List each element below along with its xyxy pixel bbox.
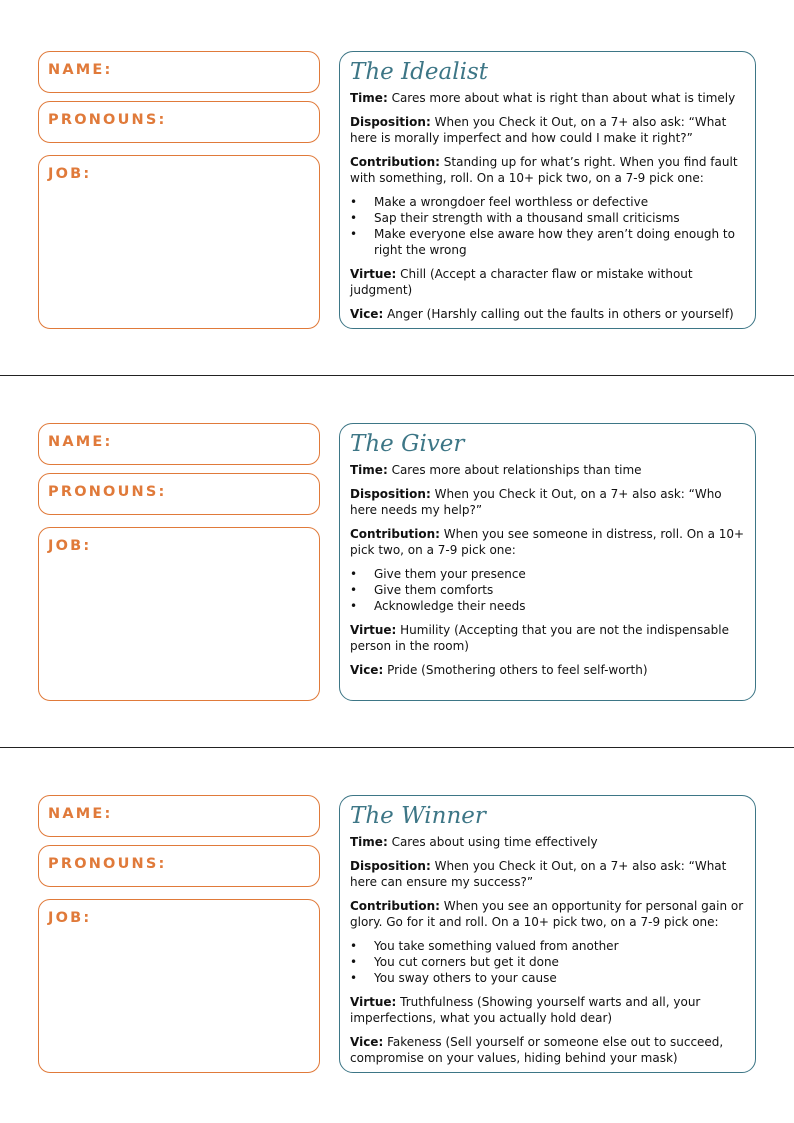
pronouns-field[interactable] bbox=[38, 101, 320, 143]
disposition-text: When you Check it Out, on a 7+ also ask: “Who here needs my help?” bbox=[350, 487, 722, 517]
character-sheet-giver bbox=[0, 372, 794, 744]
option-item bbox=[350, 938, 745, 954]
virtue-text: Humility (Accepting that you are not the indispensable person in the room) bbox=[350, 623, 729, 653]
virtue-entry bbox=[350, 994, 745, 1026]
option-item bbox=[350, 582, 745, 598]
disposition-label: Disposition: bbox=[350, 115, 431, 129]
name-field[interactable] bbox=[38, 51, 320, 93]
contribution-text: When you see someone in distress, roll. On a 10+ pick two, on a 7-9 pick one: bbox=[350, 527, 745, 557]
pronouns-label: PRONOUNS: bbox=[48, 112, 167, 128]
contribution-label: Contribution: bbox=[350, 899, 440, 913]
pronouns-field[interactable] bbox=[38, 473, 320, 515]
disposition-entry bbox=[350, 486, 745, 518]
archetype-card bbox=[339, 51, 756, 329]
archetype-card bbox=[339, 423, 756, 701]
virtue-entry bbox=[350, 266, 745, 298]
option-text: Make everyone else aware how they aren’t doing enough to right the wrong bbox=[374, 227, 735, 257]
option-list bbox=[350, 566, 745, 614]
option-text: You sway others to your cause bbox=[374, 971, 557, 985]
option-item bbox=[350, 970, 745, 986]
option-item bbox=[350, 598, 745, 614]
contribution-text: When you see an opportunity for personal gain or glory. Go for it and roll. On a 10+ pick two, on a 7-9 pick one: bbox=[350, 899, 744, 929]
time-text: Cares more about what is right than about what is timely bbox=[391, 91, 736, 105]
bullet-icon: • bbox=[350, 195, 358, 209]
time-entry bbox=[350, 462, 745, 478]
job-field[interactable] bbox=[38, 899, 320, 1073]
vice-label: Vice: bbox=[350, 1035, 384, 1049]
option-text: Sap their strength with a thousand small criticisms bbox=[374, 211, 680, 225]
vice-text: Anger (Harshly calling out the faults in others or yourself) bbox=[387, 307, 734, 321]
job-field[interactable] bbox=[38, 527, 320, 701]
contribution-text: Standing up for what’s right. When you find fault with something, roll. On a 10+ pick two, on a 7-9 pick one: bbox=[350, 155, 738, 185]
job-label: JOB: bbox=[48, 538, 92, 554]
option-item bbox=[350, 210, 745, 226]
pronouns-label: PRONOUNS: bbox=[48, 856, 167, 872]
vice-text: Pride (Smothering others to feel self-worth) bbox=[387, 663, 648, 677]
contribution-label: Contribution: bbox=[350, 527, 440, 541]
virtue-label: Virtue: bbox=[350, 995, 397, 1009]
job-label: JOB: bbox=[48, 910, 92, 926]
bullet-icon: • bbox=[350, 955, 358, 969]
time-text: Cares more about relationships than time bbox=[391, 463, 642, 477]
bullet-icon: • bbox=[350, 227, 358, 241]
contribution-entry bbox=[350, 154, 745, 186]
character-sheet-winner bbox=[0, 744, 794, 1116]
name-label: NAME: bbox=[48, 434, 113, 450]
disposition-label: Disposition: bbox=[350, 859, 431, 873]
virtue-label: Virtue: bbox=[350, 267, 397, 281]
card-title: The Giver bbox=[350, 431, 465, 457]
name-label: NAME: bbox=[48, 62, 113, 78]
disposition-label: Disposition: bbox=[350, 487, 431, 501]
vice-entry bbox=[350, 1034, 745, 1066]
option-list bbox=[350, 194, 745, 258]
option-text: You take something valued from another bbox=[374, 939, 619, 953]
contribution-entry bbox=[350, 898, 745, 930]
bullet-icon: • bbox=[350, 939, 358, 953]
contribution-label: Contribution: bbox=[350, 155, 440, 169]
character-sheet-idealist bbox=[0, 0, 794, 372]
option-item bbox=[350, 194, 745, 210]
virtue-text: Truthfulness (Showing yourself warts and all, your imperfections, what you actually hold dear) bbox=[350, 995, 701, 1025]
name-field[interactable] bbox=[38, 423, 320, 465]
contribution-entry bbox=[350, 526, 745, 558]
disposition-text: When you Check it Out, on a 7+ also ask: “What here can ensure my success?” bbox=[350, 859, 727, 889]
option-item bbox=[350, 954, 745, 970]
vice-entry bbox=[350, 662, 745, 678]
disposition-text: When you Check it Out, on a 7+ also ask: “What here is morally imperfect and how could I make it right?” bbox=[350, 115, 727, 145]
vice-label: Vice: bbox=[350, 307, 384, 321]
option-list bbox=[350, 938, 745, 986]
time-entry bbox=[350, 90, 745, 106]
time-text: Cares about using time effectively bbox=[391, 835, 598, 849]
option-item bbox=[350, 566, 745, 582]
job-label: JOB: bbox=[48, 166, 92, 182]
option-text: Make a wrongdoer feel worthless or defective bbox=[374, 195, 649, 209]
name-field[interactable] bbox=[38, 795, 320, 837]
job-field[interactable] bbox=[38, 155, 320, 329]
bullet-icon: • bbox=[350, 583, 358, 597]
bullet-icon: • bbox=[350, 971, 358, 985]
vice-text: Fakeness (Sell yourself or someone else out to succeed, compromise on your values, hiding behind your mask) bbox=[350, 1035, 724, 1065]
archetype-card bbox=[339, 795, 756, 1073]
pronouns-field[interactable] bbox=[38, 845, 320, 887]
option-item bbox=[350, 226, 745, 258]
virtue-entry bbox=[350, 622, 745, 654]
option-text: Acknowledge their needs bbox=[374, 599, 526, 613]
option-text: You cut corners but get it done bbox=[374, 955, 559, 969]
bullet-icon: • bbox=[350, 599, 358, 613]
time-label: Time: bbox=[350, 463, 388, 477]
card-title: The Winner bbox=[350, 803, 486, 829]
virtue-text: Chill (Accept a character flaw or mistake without judgment) bbox=[350, 267, 693, 297]
time-label: Time: bbox=[350, 835, 388, 849]
vice-label: Vice: bbox=[350, 663, 384, 677]
card-title: The Idealist bbox=[350, 59, 488, 85]
disposition-entry bbox=[350, 114, 745, 146]
bullet-icon: • bbox=[350, 211, 358, 225]
vice-entry bbox=[350, 306, 745, 322]
virtue-label: Virtue: bbox=[350, 623, 397, 637]
pronouns-label: PRONOUNS: bbox=[48, 484, 167, 500]
option-text: Give them comforts bbox=[374, 583, 494, 597]
option-text: Give them your presence bbox=[374, 567, 526, 581]
time-label: Time: bbox=[350, 91, 388, 105]
disposition-entry bbox=[350, 858, 745, 890]
bullet-icon: • bbox=[350, 567, 358, 581]
time-entry bbox=[350, 834, 745, 850]
name-label: NAME: bbox=[48, 806, 113, 822]
